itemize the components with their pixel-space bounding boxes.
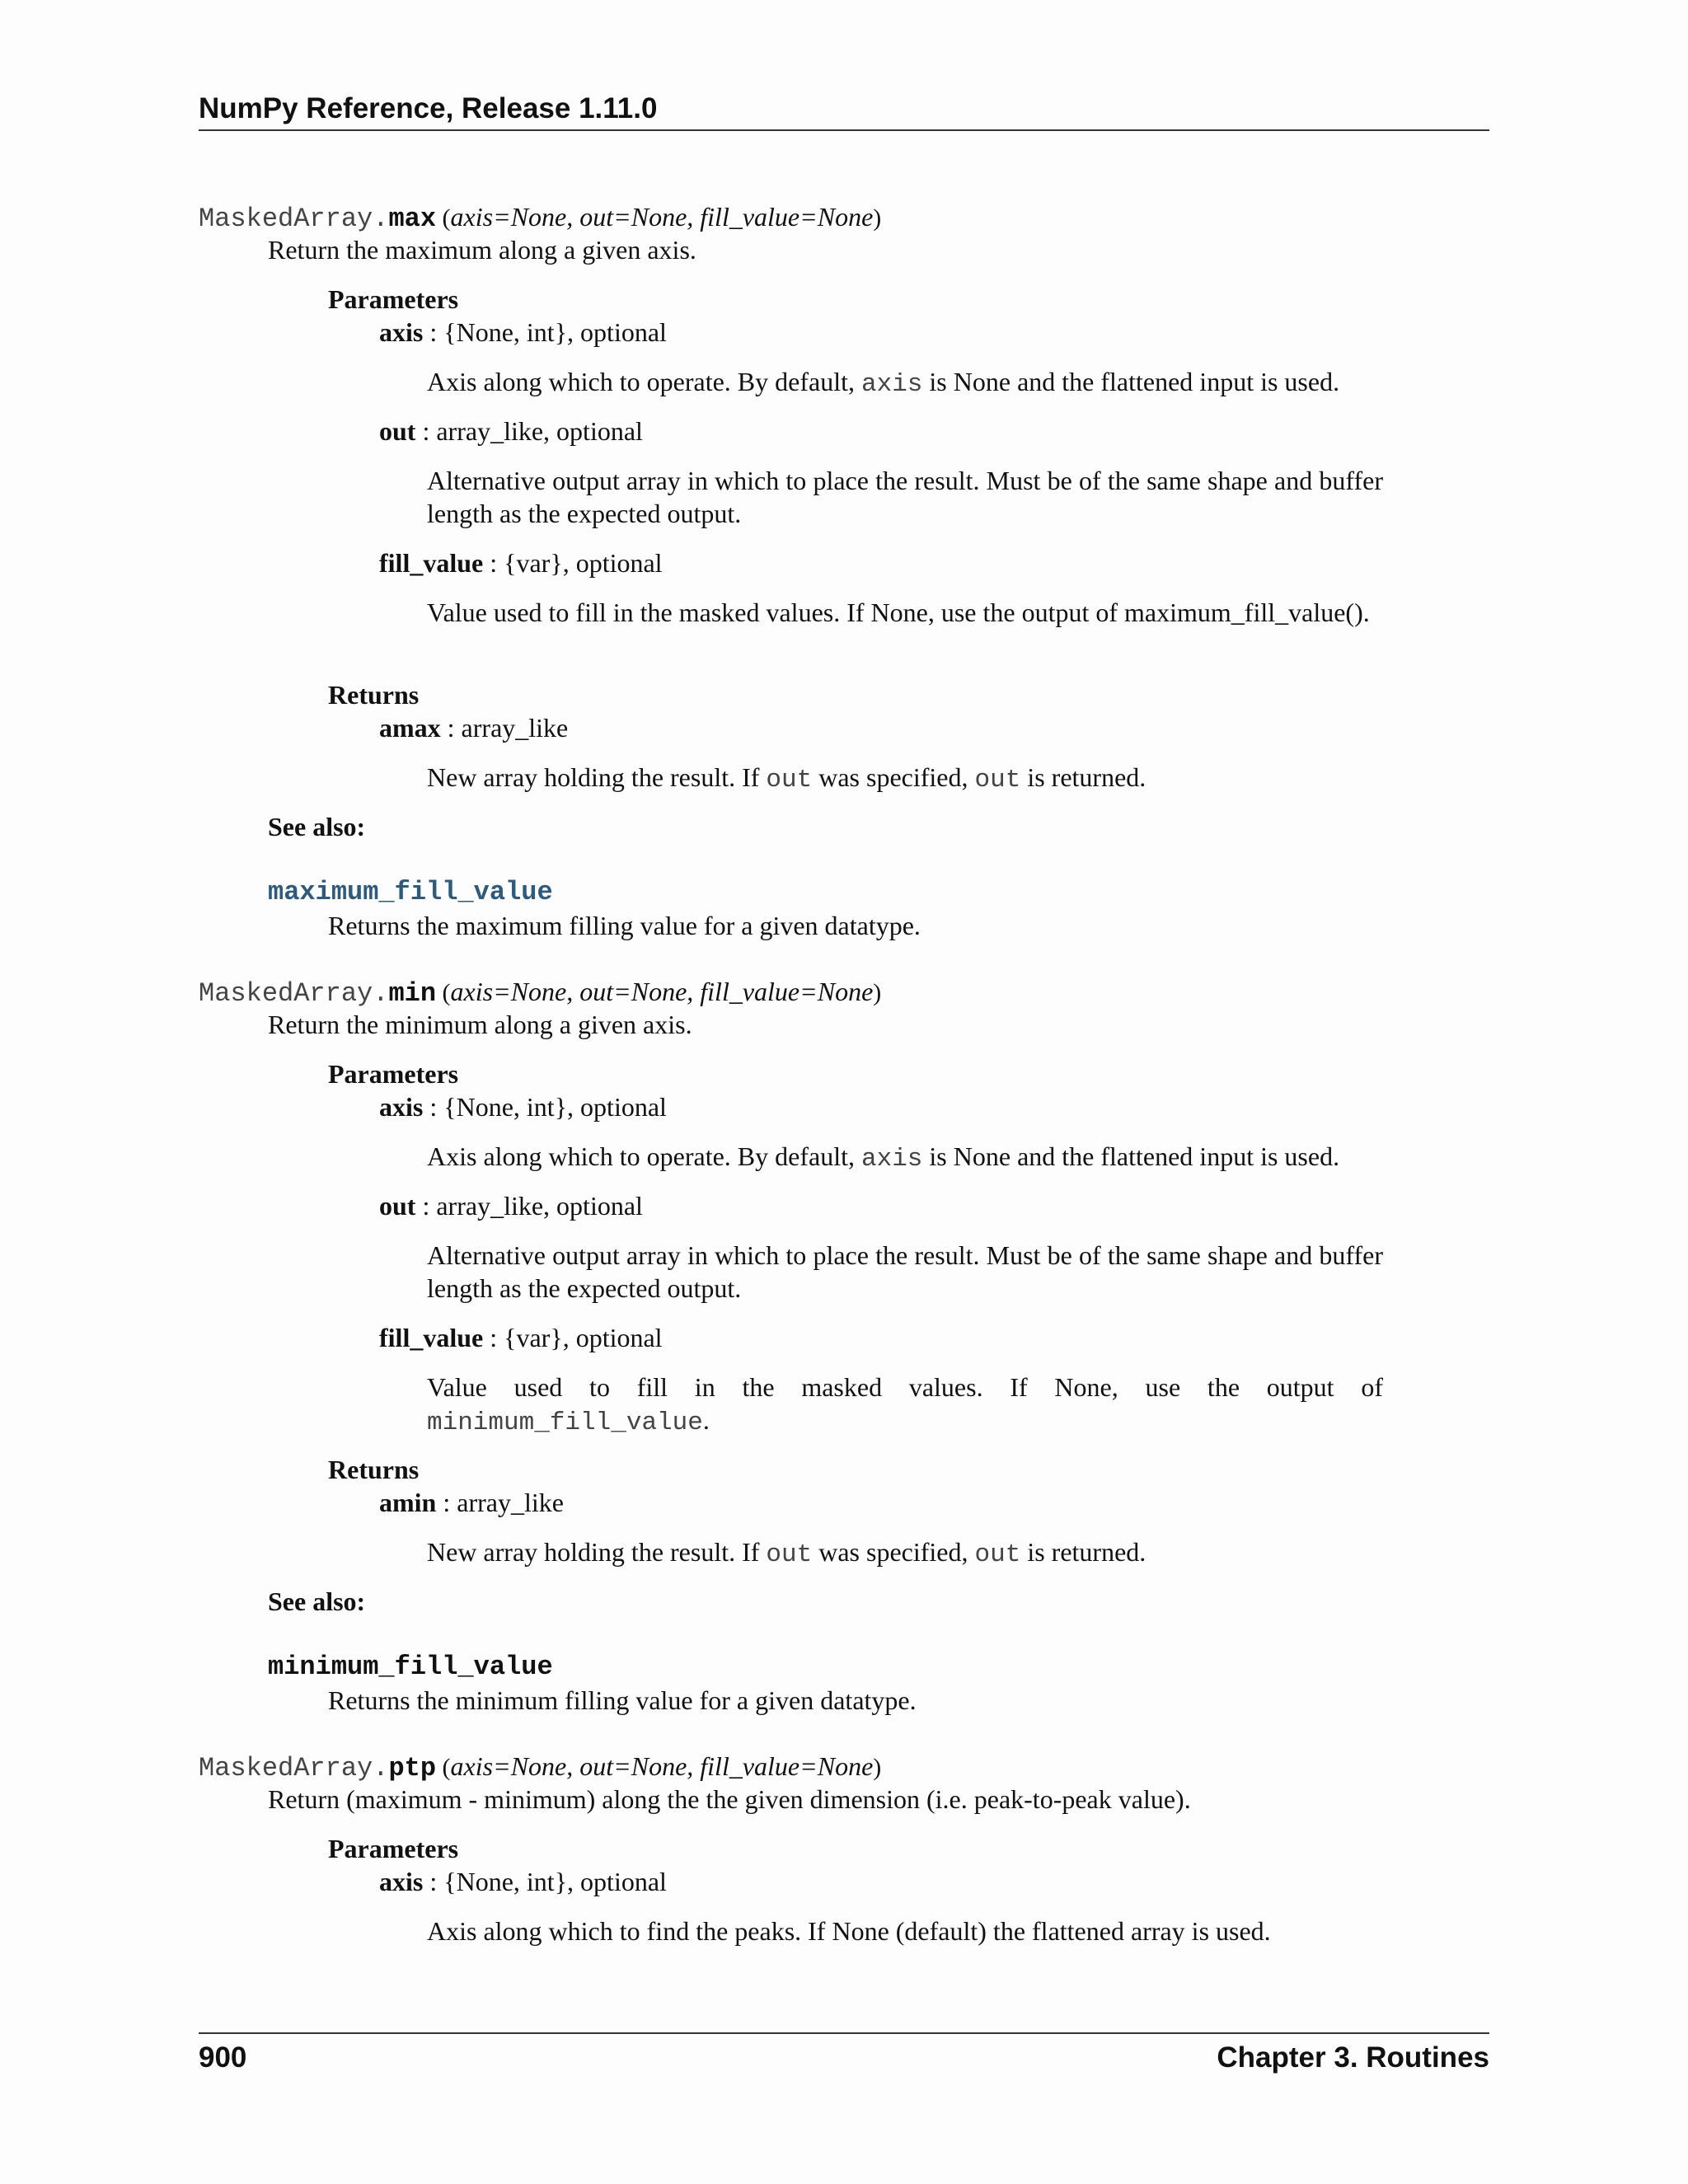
max-see-also-desc: Returns the maximum filling value for a given datatype. [328, 911, 921, 940]
ptp-summary: Return (maximum - minimum) along the the given dimension (i.e. peak-to-peak value). [268, 1784, 1191, 1814]
max-method-name: max [388, 204, 437, 234]
max-returns-label: Returns [328, 680, 420, 710]
max-return-desc: New array holding the result. If out was specified, out is returned. [427, 762, 1146, 794]
min-param-out: out : array_like, optional [379, 1191, 643, 1221]
min-signature: MaskedArray.min (axis=None, out=None, fill_value=None) [199, 977, 882, 1009]
max-param-axis-desc: Axis along which to operate. By default, axis is None and the flattened input is used. [427, 367, 1340, 399]
min-parameters-label: Parameters [328, 1059, 459, 1089]
ptp-param-axis-desc: Axis along which to find the peaks. If None (default) the flattened array is used. [427, 1916, 1271, 1946]
min-args: axis=None, out=None, fill_value=None [450, 977, 874, 1006]
min-method-name: min [388, 978, 437, 1009]
min-return-amin: amin : array_like [379, 1488, 564, 1517]
page-header-title: NumPy Reference, Release 1.11.0 [199, 92, 658, 124]
ptp-signature: MaskedArray.ptp (axis=None, out=None, fill_value=None) [199, 1751, 882, 1783]
max-param-out-desc: Alternative output array in which to place the result. Must be of the same shape and buffer length as the expected output. [427, 466, 1383, 528]
max-param-fill-value-desc: Value used to fill in the masked values. If None, use the output of maximum_fill_value(). [427, 598, 1370, 627]
min-class-name: MaskedArray. [199, 978, 389, 1009]
max-signature: MaskedArray.max (axis=None, out=None, fill_value=None) [199, 202, 882, 234]
min-summary: Return the minimum along a given axis. [268, 1010, 692, 1039]
min-param-fill-value-desc: Value used to fill in the masked values. If None, use the output of minimum_fill_value. [427, 1372, 1383, 1437]
min-returns-label: Returns [328, 1455, 420, 1484]
max-param-fill-value: fill_value : {var}, optional [379, 548, 663, 578]
max-parameters-label: Parameters [328, 284, 459, 314]
min-see-also-ref: minimum_fill_value [268, 1652, 553, 1682]
ptp-param-axis: axis : {None, int}, optional [379, 1867, 667, 1896]
max-see-also-link[interactable]: maximum_fill_value [268, 877, 553, 907]
header-rule [199, 129, 1489, 131]
ptp-parameters-label: Parameters [328, 1834, 459, 1863]
min-see-also-desc: Returns the minimum filling value for a given datatype. [328, 1685, 917, 1715]
min-param-axis-desc: Axis along which to operate. By default, axis is None and the flattened input is used. [427, 1141, 1340, 1174]
min-param-axis: axis : {None, int}, optional [379, 1092, 667, 1122]
min-param-fill-value: fill_value : {var}, optional [379, 1323, 663, 1352]
max-summary: Return the maximum along a given axis. [268, 235, 696, 265]
max-return-amax: amax : array_like [379, 713, 569, 743]
page-number: 900 [199, 2041, 247, 2074]
ptp-method-name: ptp [388, 1753, 437, 1783]
max-args: axis=None, out=None, fill_value=None [450, 202, 874, 232]
min-return-desc: New array holding the result. If out was specified, out is returned. [427, 1537, 1146, 1569]
ptp-class-name: MaskedArray. [199, 1753, 389, 1783]
footer-rule [199, 2032, 1489, 2034]
min-see-also-label: See also: [268, 1586, 366, 1616]
min-param-out-desc: Alternative output array in which to place the result. Must be of the same shape and buffer length as the expected output. [427, 1240, 1383, 1303]
max-param-out: out : array_like, optional [379, 416, 643, 446]
ptp-args: axis=None, out=None, fill_value=None [450, 1751, 874, 1781]
max-param-axis: axis : {None, int}, optional [379, 317, 667, 347]
chapter-title: Chapter 3. Routines [1217, 2041, 1489, 2074]
max-class-name: MaskedArray. [199, 204, 389, 234]
max-see-also-label: See also: [268, 812, 366, 841]
